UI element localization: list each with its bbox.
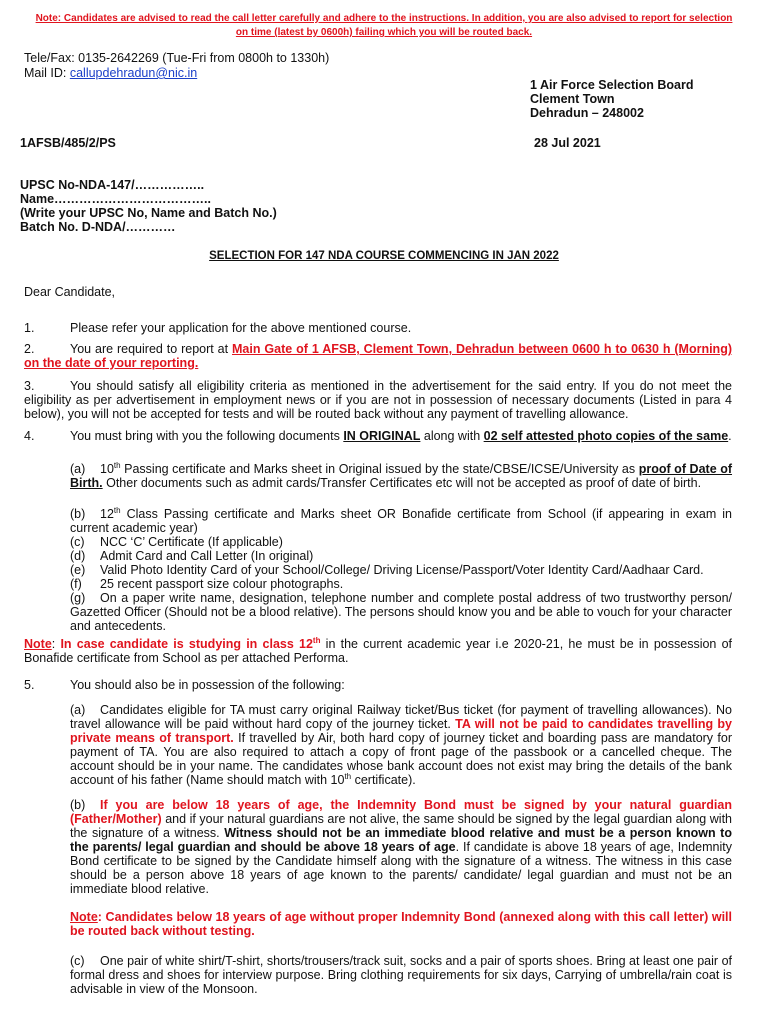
item-f xyxy=(70,577,732,591)
item-text: Class Passing certificate and Marks sheet OR Bonafide certificate from School (if appearing in exam in current academic year) xyxy=(70,507,732,535)
item-b xyxy=(70,507,732,535)
item-label: (c) xyxy=(70,954,85,968)
item-5a xyxy=(70,703,732,787)
para-text: You must bring with you the following documents xyxy=(70,429,344,443)
item-text: Valid Photo Identity Card of your School/College/ Driving License/Passport/Voter Identity Card/Aadhaar Card. xyxy=(100,563,704,577)
mail-line xyxy=(24,66,329,81)
candidate-upsc: UPSC No-NDA-147/…………….. xyxy=(20,178,205,192)
candidate-block xyxy=(20,178,277,234)
candidate-name: Name……………………………….. xyxy=(20,192,211,206)
address-line-3: Dehradun – 248002 xyxy=(530,106,644,120)
item-label: (e) xyxy=(70,563,86,577)
paragraph-2 xyxy=(24,342,732,370)
item-label: (b) xyxy=(70,507,86,521)
item-text: NCC ‘C’ Certificate (If applicable) xyxy=(100,535,283,549)
item-label: (a) xyxy=(70,462,86,476)
paragraph-5 xyxy=(24,678,732,692)
paragraph-3 xyxy=(24,379,732,421)
item-text: Other documents such as admit cards/Transfer Certificates etc will not be accepted as proof of date of birth. xyxy=(102,476,702,490)
item-text: 10 xyxy=(100,462,114,476)
reference-number: 1AFSB/485/2/PS xyxy=(20,136,116,150)
note-red-text: In case candidate is studying in class 12 xyxy=(60,637,313,651)
mail-link[interactable]: callupdehradun@nic.in xyxy=(69,66,198,80)
para-number: 4. xyxy=(24,429,35,443)
address-block xyxy=(530,78,693,120)
subject-heading: SELECTION FOR 147 NDA COURSE COMMENCING IN JAN 2022 xyxy=(209,250,559,262)
superscript: th xyxy=(113,505,121,515)
photo-copies: 02 self attested photo copies of the same xyxy=(483,429,729,443)
item-d xyxy=(70,549,732,563)
note-indemnity xyxy=(70,910,732,938)
item-label: (f) xyxy=(70,577,82,591)
item-g xyxy=(70,591,732,633)
item-text: If travelled by Air, both hard copy of journey ticket and boarding pass are mandatory for payment of TA. You are also required to attach a copy of front page of the passbook or a cancelled cheque. The account should be in your name. The candidates whose bank account does not exist may bring the details of the bank account of his father (Name should match with 10 xyxy=(70,731,732,787)
contact-block xyxy=(24,51,329,81)
para-text: . xyxy=(728,429,732,443)
item-text: On a paper write name, designation, telephone number and complete postal address of two trustworthy person/ Gazetted Officer (Should not be a blood relative). The persons should know you and be able to vouch for your character and antecedents. xyxy=(70,591,732,633)
letter-date: 28 Jul 2021 xyxy=(534,136,601,150)
item-text: One pair of white shirt/T-shirt, shorts/trousers/track suit, socks and a pair of sports shoes. Bring at least one pair of formal dress and shoes for interview purpose. Bring clothing requirements for six days, Carrying of umbrella/rain coat is advisable in view of the Monsoon. xyxy=(70,954,732,996)
para-text: You are required to report at xyxy=(70,342,233,356)
proof-of-dob: proof of Date of Birth. xyxy=(70,462,733,490)
paragraph-1 xyxy=(24,321,732,335)
indemnity-warning: If you are below 18 years of age, the Indemnity Bond must be signed by your natural guardian (Father/Mother) xyxy=(70,798,732,826)
para-text: You should also be in possession of the following: xyxy=(70,678,345,692)
item-a xyxy=(70,462,732,490)
item-5c xyxy=(70,954,732,996)
item-e xyxy=(70,563,732,577)
para-number: 1. xyxy=(24,321,35,335)
paragraph-4 xyxy=(24,429,732,443)
candidate-instruction: (Write your UPSC No, Name and Batch No.) xyxy=(20,206,277,220)
witness-rule: Witness should not be an immediate blood relative and must be a person known to the parents/ legal guardian and should be above 18 years of age xyxy=(70,826,732,854)
address-line-1: 1 Air Force Selection Board xyxy=(530,78,694,92)
address-line-2: Clement Town xyxy=(530,92,615,106)
item-5b xyxy=(70,798,732,896)
note-text: : Candidates below 18 years of age without proper Indemnity Bond (annexed along with this call letter) will be routed back without testing. xyxy=(70,910,732,938)
item-text: Admit Card and Call Letter (In original) xyxy=(100,549,314,563)
item-text: Candidates eligible for TA must carry original Railway ticket/Bus ticket (for payment of travelling allowances). No travel allowance will be paid without hard copy of the journey ticket. xyxy=(70,703,732,731)
item-text: 12 xyxy=(100,507,114,521)
item-text: certificate). xyxy=(351,773,416,787)
item-label: (a) xyxy=(70,703,86,717)
item-text: . If candidate is above 18 years of age, Indemnity Bond certificate to be signed by the Candidate himself along with the signature of a witness. The witness in this case should be a person above 18 years of age known to the parents/ candidate/ legal guardian and must not be an immediate blood relative. xyxy=(70,840,733,896)
note-class-12 xyxy=(24,637,732,665)
item-label: (d) xyxy=(70,549,86,563)
para-number: 3. xyxy=(24,379,35,393)
ta-warning: TA will not be paid to candidates travelling by private means of transport. xyxy=(70,717,732,745)
item-text: Passing certificate and Marks sheet in Original issued by the state/CBSE/ICSE/University as xyxy=(120,462,639,476)
para-number: 2. xyxy=(24,342,35,356)
note-text: in the current academic year i.e 2020-21, he must be in possession of Bonafide certificate from School as per attached Performa. xyxy=(24,637,732,665)
para-text: Please refer your application for the above mentioned course. xyxy=(70,321,412,335)
item-c xyxy=(70,535,732,549)
in-original: IN ORIGINAL xyxy=(343,429,421,443)
para-text: You should satisfy all eligibility criteria as mentioned in the advertisement for the said entry. If you do not meet the eligibility as per advertisement in employment news or if you are not in possession of necessary documents (Listed in para 4 below), you will not be accepted for tests and will be routed back without any payment of travelling allowance. xyxy=(24,379,732,421)
reporting-place: Main Gate of 1 AFSB, Clement Town, Dehradun between 0600 h to 0630 h (Morning) on the date of your reporting. xyxy=(24,342,732,370)
superscript: th xyxy=(312,635,321,645)
top-note: Note: Candidates are advised to read the call letter carefully and adhere to the instructions. In addition, you are also advised to report for selection on time (latest by 0600h) failing which you will be routed back. xyxy=(35,13,733,38)
greeting: Dear Candidate, xyxy=(24,285,116,299)
item-text: and if your natural guardians are not alive, the same should be signed by the legal guardian along with the signature of a witness. xyxy=(70,812,732,840)
candidate-batch: Batch No. D-NDA/………… xyxy=(20,220,176,234)
para-text: along with xyxy=(420,429,484,443)
note-label: Note xyxy=(70,910,98,924)
note-label: Note xyxy=(24,637,52,651)
item-label: (g) xyxy=(70,591,86,605)
superscript: th xyxy=(344,771,352,781)
mail-label: Mail ID: xyxy=(24,66,70,80)
item-label: (c) xyxy=(70,535,85,549)
item-label: (b) xyxy=(70,798,86,812)
superscript: th xyxy=(113,460,121,470)
para-number: 5. xyxy=(24,678,35,692)
item-text: 25 recent passport size colour photographs. xyxy=(100,577,344,591)
telfax: Tele/Fax: 0135-2642269 (Tue-Fri from 0800h to 1330h) xyxy=(24,51,330,65)
note-colon: : xyxy=(51,637,61,651)
